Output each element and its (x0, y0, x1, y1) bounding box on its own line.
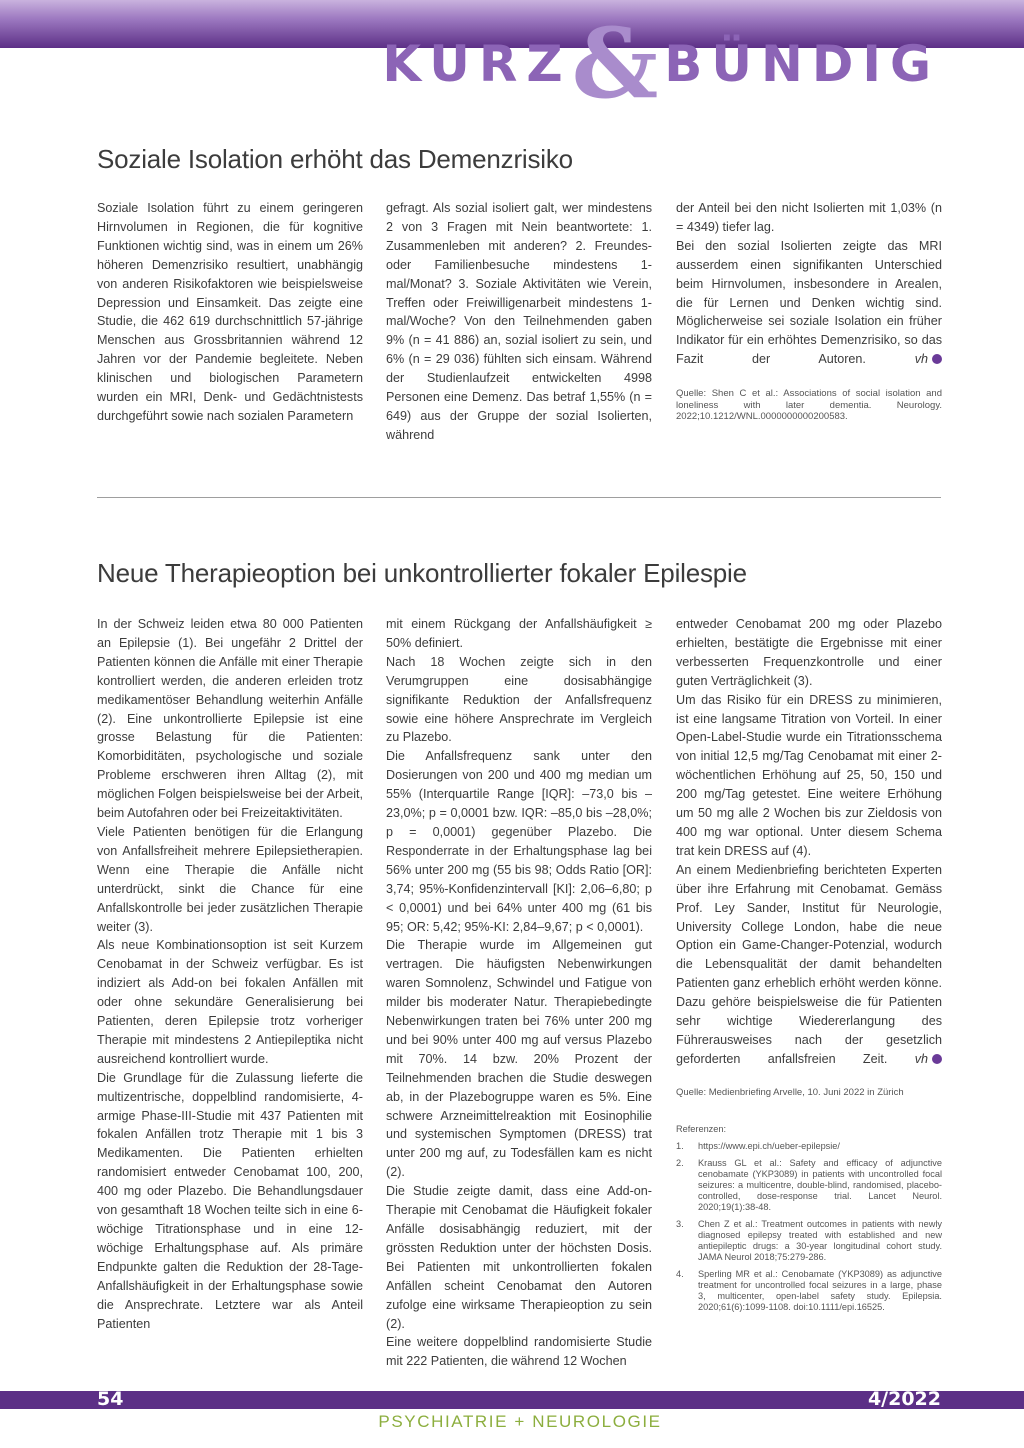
article2-col2-p3: Die Anfallsfrequenz sank unter den Dosierungen von 200 und 400 mg median um 55% (Interquartile Range [IQR]: –73,0 bis –23,0%; p = 0,0001 bzw. IQR: –85,0 bis –28,0%; p = 0,0001) gegenüber Plazebo. Die Responderrate in der Erhaltungsphase lag bei 56% unter 200 mg (55 bis 98; Odds Ratio [OR]: 3,74; 95%-Konfidenzintervall [KI]: 2,06–6,80; p < 0,0001) und bei 64% unter 400 mg (61 bis 95; OR: 5,42; 95%-KI: 2,84–9,67; p < 0,0001). (386, 749, 652, 934)
article2-col2-p6: Eine weitere doppelblind randomisierte Studie mit 222 Patienten, die während 12 Wochen (386, 1335, 652, 1369)
article1-col3-p2 (676, 237, 942, 369)
article2-source: Quelle: Medienbriefing Arvelle, 10. Juni 2022 in Zürich (676, 1087, 904, 1098)
article2-column-2 (386, 615, 652, 1371)
article2-col1-p3: Als neue Kombinationsoption ist seit Kurzem Cenobamat in der Schweiz verfügbar. Es ist indiziert als Add-on bei fokalen Anfällen mit oder ohne sekundäre Generalisierung bei Patienten, deren Epilepsie trotz vorheriger Therapie mit mindestens 2 Antiepileptika nicht ausreichend kontrolliert wurde. (97, 938, 363, 1066)
article1-col3-p2-text: Bei den sozial Isolierten zeigte das MRI ausserdem einen signifikanten Unterschied beim Hirnvolumen, insbesondere in Arealen, die für Lernen und Denken wichtig sind. Möglicherweise sei soziale Isolation ein früher Indikator für ein erhöhtes Demenzrisiko, so das Fazit der Autoren. (676, 238, 942, 367)
article2-col1-p4: Die Grundlage für die Zulassung lieferte die multizentrische, doppelblind randomisierte, 4-armige Phase-III-Studie mit 437 Patienten mit fokalen Anfällen trotz Therapie mit 1 bis 3 Medikamenten. Die Patienten erhielten randomisiert entweder Cenobamat 100, 200, 400 mg oder Plazebo. Die Behandlungsdauer von gesamthaft 18 Wochen teilte sich in eine 6-wöchige Titrationsphase und in eine 12-wöchige Erhaltungsphase auf. Als primäre Endpunkte galten die Reduktion der 28-Tage-Anfallshäufigkeit in der Erhaltungsphase sowie die Ansprechrate. Letztere war als Anteil Patienten (97, 1070, 363, 1331)
article2-col3-p2: Um das Risiko für ein DRESS zu minimieren, ist eine langsame Titration von Vorteil. In einer Open-Label-Studie wurde ein Titrationsschema von initial 12,5 mg/Tag Cenobamat mit einer 2-wöchentlichen Erhöhung auf 25, 50, 150 und 200 mg/Tag getestet. Eine weitere Erhöhung um 50 mg alle 2 Wochen bis zur Zieldosis von 400 mg war optional. Unter diesem Schema trat kein DRESS auf (4). (676, 692, 942, 858)
reference-item (676, 1158, 942, 1213)
reference-text: Sperling MR et al.: Cenobamate (YKP3089) as adjunctive treatment for uncontrolled focal seizures in a large, phase 3, multicenter, open-label safety study. Epilepsia. 2020;61(6):1099-1108. doi:10.1111/epi.16525. (698, 1269, 942, 1312)
article1-column-1 (97, 199, 363, 426)
end-dot-icon (932, 1054, 942, 1064)
article1-column-2 (386, 199, 652, 445)
article1-title: Soziale Isolation erhöht das Demenzrisiko (97, 144, 573, 174)
reference-number: 1. (676, 1141, 684, 1151)
reference-number: 2. (676, 1158, 684, 1168)
article1-column-3 (676, 199, 942, 369)
article2-col2-p5: Die Studie zeigte damit, dass eine Add-on-Therapie mit Cenobamat die Häufigkeit fokaler Anfälle dosisabhängig reduziert, mit der grössten Reduktion unter der höchsten Dosis. Bei Patienten mit unkontrollierten fokalen Anfällen scheint Cenobamat den Autoren zufolge eine wirksame Therapieoption zu sein (2). (386, 1184, 652, 1331)
article2-col1-p2: Viele Patienten benötigen für die Erlangung von Anfallsfreiheit mehrere Epilepsietherapien. Wenn eine Therapie die Anfälle nicht unterdrückt, sinkt die Chance für eine Anfallskontrolle bei jeder zusätzlichen Therapie weiter (3). (97, 824, 363, 934)
article-divider (97, 497, 941, 498)
reference-text: https://www.epi.ch/ueber-epilepsie/ (698, 1141, 840, 1151)
article2-title: Neue Therapieoption bei unkontrollierter fokaler Epilespie (97, 558, 747, 588)
article2-col3-p1: entweder Cenobamat 200 mg oder Plazebo erhielten, bestätigte die Ergebnisse mit einer verbesserten Frequenzkontrolle und einer guten Verträglichkeit (3). (676, 617, 942, 688)
end-dot-icon (932, 354, 942, 364)
references-title: Referenzen: (676, 1124, 727, 1134)
reference-number: 3. (676, 1219, 684, 1229)
references (676, 1124, 942, 1319)
reference-item (676, 1269, 942, 1313)
article2-signature: vh (914, 1051, 929, 1066)
article2-column-1 (97, 615, 363, 1333)
article2-column-3 (676, 615, 942, 1069)
article1-col3-p1: der Anteil bei den nicht Isolierten mit 1,03% (n = 4349) tiefer lag. (676, 201, 942, 234)
reference-item (676, 1141, 942, 1152)
section-brand (382, 7, 940, 120)
article1-source: Quelle: Shen C et al.: Associations of social isolation and loneliness with later dementia. Neurology. 2022;10.1212/WNL.0000000000200583. (676, 388, 942, 423)
brand-word-right: BÜNDIG (664, 35, 940, 93)
reference-text: Krauss GL et al.: Safety and efficacy of adjunctive cenobamate (YKP3089) in patients with uncontrolled focal seizures: a multicentre, double-blind, randomised, placebo-controlled, dose-response trial. Lancet Neurol. 2020;19(1):38-48. (698, 1158, 942, 1212)
page-number: 54 (97, 1388, 124, 1410)
reference-item (676, 1219, 942, 1263)
article2-col1-p1: In der Schweiz leiden etwa 80 000 Patienten an Epilepsie (1). Bei ungefähr 2 Drittel der Patienten können die Anfälle mit einer Therapie kontrolliert werden, die anderen erleiden trotz medikamentöser Behandlung weiterhin Anfälle (2). Eine unkontrollierte Epilepsie ist eine grosse Belastung für die Patienten: Komorbiditäten, psychologische und soziale Probleme erschweren ihren Alltag (2), mit möglichen Folgen beispielsweise bei der Arbeit, beim Autofahren oder bei Freizeitaktivitäten. (97, 617, 363, 821)
journal-name: PSYCHIATRIE + NEUROLOGIE (378, 1412, 662, 1431)
reference-number: 4. (676, 1269, 684, 1279)
article2-col2-p1: mit einem Rückgang der Anfallshäufigkeit ≥ 50% definiert. (386, 617, 652, 650)
article2-col2-p2: Nach 18 Wochen zeigte sich in den Verumgruppen eine dosisabhängige signifikante Reduktion der Anfallsfrequenz sowie eine höhere Ansprechrate im Vergleich zu Plazebo. (386, 654, 652, 745)
article1-signature: vh (914, 352, 929, 367)
article2-col3-p3 (676, 861, 942, 1069)
article2-col3-p3-text: An einem Medienbriefing berichteten Experten über ihre Erfahrung mit Cenobamat. Gemäss Prof. Ley Sander, Institut für Neurologie, University College London, habe die neue Option ein Game-Changer-Potenzial, wodurch die Lebensqualität der damit behandelten Patienten ganz erheblich erhöht werden könne. Dazu gehöre beispielsweise die für Patienten sehr wichtige Wiedererlangung des Führerausweises nach der gesetzlich geforderten anfallsfreien Zeit. (676, 862, 942, 1066)
article1-col1-p1: Soziale Isolation führt zu einem geringeren Hirnvolumen in Regionen, die für kognitive Funktionen wichtig sind, was in einem um 26% höheren Demenzrisiko resultiert, unabhängig von anderen Risikofaktoren wie beispielsweise Depression und Einsamkeit. Das zeigte eine Studie, die 462 619 durchschnittlich 57-jährige Menschen aus Grossbritannien während 12 Jahren vor der Pandemie begleitete. Neben klinischen und biologischen Parametern wurden ein MRI, Denk- und Gedächtnistests durchgeführt sowie nach sozialen Parametern (97, 201, 363, 423)
article1-col2-p1: gefragt. Als sozial isoliert galt, wer mindestens 2 von 3 Fragen mit Nein beantwortete: 1. Zusammenleben mit anderen? 2. Freundes- oder Familienbesuche mindestens 1-mal/Monat? 3. Soziale Aktivitäten wie Verein, Treffen oder Freiwilligenarbeit mindestens 1-mal/Woche? Von den Teilnehmenden gaben 9% (n = 41 886) an, sozial isoliert zu sein, und 6% (n = 29 036) fühlten sich einsam. Während der Studienlaufzeit entwickelten 4998 Personen eine Demenz. Das betraf 1,55% (n = 649) aus der Gruppe der sozial Isolierten, während (386, 201, 652, 442)
issue-number: 4/2022 (867, 1388, 941, 1410)
brand-word-left: KURZ (382, 35, 572, 93)
brand-ampersand: & (571, 7, 659, 120)
reference-text: Chen Z et al.: Treatment outcomes in patients with newly diagnosed epilepsy treated with established and new antiepileptic drugs: a 30-year longitudinal cohort study. JAMA Neurol 2018;75:279-286. (698, 1219, 942, 1262)
article2-col2-p4: Die Therapie wurde im Allgemeinen gut vertragen. Die häufigsten Nebenwirkungen waren Somnolenz, Schwindel und Fatigue von milder bis moderater Natur. Therapiebedingte Nebenwirkungen traten bei 76% unter 200 mg und bei 90% unter 400 mg auf versus Plazebo mit 70%. 14 bzw. 20% Prozent der Teilnehmenden brachen die Studie deswegen ab, in der Plazebogruppe waren es 5%. Eine schwere Arzneimittelreaktion mit Eosinophilie und systemischen Symptomen (DRESS) trat unter 200 mg auf, zu Todesfällen kam es nicht (2). (386, 938, 652, 1180)
